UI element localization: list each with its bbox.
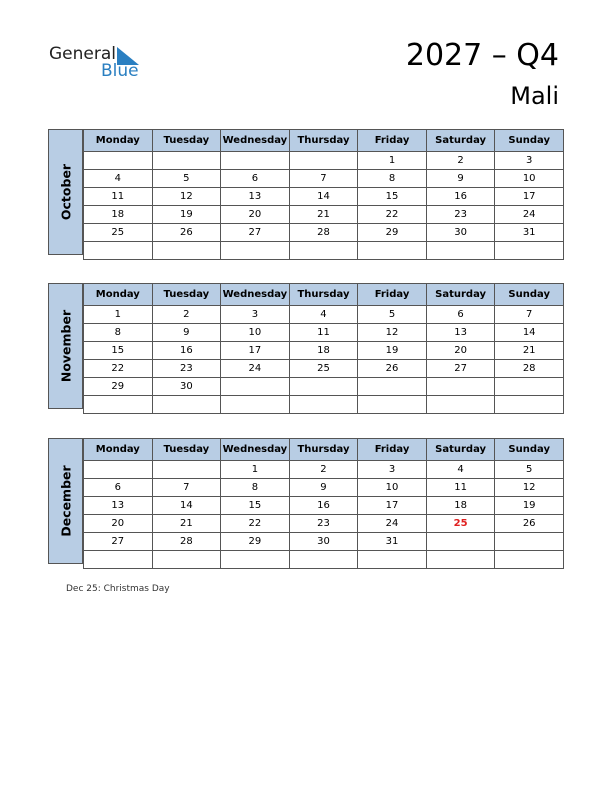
day-cell: 17 [495, 188, 564, 206]
weekday-header-row [84, 130, 564, 152]
weekday-header: Sunday [495, 439, 564, 461]
week-row [84, 378, 564, 396]
weekday-header: Wednesday [221, 284, 290, 306]
day-cell: 7 [289, 170, 358, 188]
day-cell [289, 378, 358, 396]
day-cell: 6 [221, 170, 290, 188]
weekday-header: Wednesday [221, 439, 290, 461]
day-cell: 12 [495, 479, 564, 497]
weekday-header: Tuesday [152, 439, 221, 461]
day-cell: 22 [358, 206, 427, 224]
day-cell: 7 [495, 306, 564, 324]
day-cell: 8 [358, 170, 427, 188]
week-row [84, 152, 564, 170]
day-cell: 14 [289, 188, 358, 206]
day-cell: 31 [495, 224, 564, 242]
day-cell: 5 [152, 170, 221, 188]
week-row [84, 306, 564, 324]
day-cell: 26 [495, 515, 564, 533]
day-cell: 17 [358, 497, 427, 515]
day-cell: 9 [426, 170, 495, 188]
day-cell: 6 [84, 479, 153, 497]
weekday-header: Wednesday [221, 130, 290, 152]
week-row [84, 515, 564, 533]
day-cell: 8 [84, 324, 153, 342]
day-cell: 28 [152, 533, 221, 551]
day-cell: 20 [426, 342, 495, 360]
week-row [84, 360, 564, 378]
day-cell [495, 396, 564, 414]
weekday-header-row [84, 284, 564, 306]
weekday-header: Saturday [426, 284, 495, 306]
day-cell: 22 [221, 515, 290, 533]
weekday-header: Thursday [289, 284, 358, 306]
day-cell: 27 [84, 533, 153, 551]
day-cell: 29 [358, 224, 427, 242]
day-cell [495, 533, 564, 551]
day-cell: 3 [495, 152, 564, 170]
week-row [84, 170, 564, 188]
day-cell: 12 [358, 324, 427, 342]
day-cell: 5 [495, 461, 564, 479]
week-row [84, 206, 564, 224]
day-cell: 16 [289, 497, 358, 515]
day-cell [84, 152, 153, 170]
day-cell: 19 [152, 206, 221, 224]
day-cell [358, 378, 427, 396]
day-cell: 24 [358, 515, 427, 533]
day-cell [426, 533, 495, 551]
day-cell [289, 551, 358, 569]
month-name: October [58, 163, 73, 221]
day-cell: 15 [221, 497, 290, 515]
country-name: Mali [510, 82, 559, 110]
day-cell: 10 [221, 324, 290, 342]
day-cell: 4 [289, 306, 358, 324]
day-cell [221, 242, 290, 260]
week-row [84, 324, 564, 342]
day-cell: 22 [84, 360, 153, 378]
day-cell: 15 [84, 342, 153, 360]
day-cell: 2 [426, 152, 495, 170]
day-cell: 9 [289, 479, 358, 497]
day-cell [221, 551, 290, 569]
month-label-panel [48, 438, 83, 564]
day-cell: 19 [358, 342, 427, 360]
day-cell [289, 242, 358, 260]
holiday-day-cell: 25 [426, 515, 495, 533]
day-cell: 12 [152, 188, 221, 206]
weekday-header: Tuesday [152, 284, 221, 306]
day-cell [221, 152, 290, 170]
day-cell [495, 551, 564, 569]
day-cell: 29 [84, 378, 153, 396]
logo-general-text: General [49, 44, 116, 64]
day-cell: 23 [426, 206, 495, 224]
day-cell: 23 [289, 515, 358, 533]
day-cell [84, 461, 153, 479]
day-cell: 10 [358, 479, 427, 497]
day-cell: 31 [358, 533, 427, 551]
page-title: 2027 – Q4 [405, 38, 559, 73]
day-cell: 26 [358, 360, 427, 378]
weekday-header: Monday [84, 130, 153, 152]
day-cell: 11 [289, 324, 358, 342]
day-cell: 28 [289, 224, 358, 242]
day-cell [358, 242, 427, 260]
weekday-header: Sunday [495, 284, 564, 306]
day-cell: 4 [84, 170, 153, 188]
day-cell [426, 242, 495, 260]
month-december [48, 438, 564, 564]
week-row [84, 479, 564, 497]
day-cell: 1 [358, 152, 427, 170]
calendar-grid [83, 283, 564, 414]
day-cell [289, 396, 358, 414]
day-cell [495, 378, 564, 396]
day-cell [495, 242, 564, 260]
day-cell: 18 [426, 497, 495, 515]
day-cell: 7 [152, 479, 221, 497]
day-cell: 1 [221, 461, 290, 479]
day-cell: 23 [152, 360, 221, 378]
day-cell [358, 551, 427, 569]
day-cell: 27 [221, 224, 290, 242]
day-cell: 16 [152, 342, 221, 360]
month-label-panel [48, 129, 83, 255]
day-cell [152, 551, 221, 569]
day-cell: 30 [152, 378, 221, 396]
weekday-header: Friday [358, 439, 427, 461]
day-cell: 2 [152, 306, 221, 324]
day-cell: 24 [221, 360, 290, 378]
calendar-grid [83, 438, 564, 569]
day-cell: 20 [221, 206, 290, 224]
day-cell: 18 [289, 342, 358, 360]
week-row [84, 396, 564, 414]
week-row [84, 497, 564, 515]
day-cell: 21 [495, 342, 564, 360]
day-cell: 3 [358, 461, 427, 479]
day-cell [358, 396, 427, 414]
month-name: December [58, 465, 73, 537]
day-cell [221, 378, 290, 396]
day-cell: 8 [221, 479, 290, 497]
day-cell [221, 396, 290, 414]
day-cell [84, 396, 153, 414]
weekday-header: Monday [84, 284, 153, 306]
weekday-header: Tuesday [152, 130, 221, 152]
day-cell: 30 [289, 533, 358, 551]
day-cell [152, 242, 221, 260]
week-row [84, 551, 564, 569]
day-cell: 25 [84, 224, 153, 242]
day-cell: 10 [495, 170, 564, 188]
day-cell: 11 [84, 188, 153, 206]
weekday-header: Thursday [289, 439, 358, 461]
day-cell: 18 [84, 206, 153, 224]
day-cell: 5 [358, 306, 427, 324]
day-cell [426, 551, 495, 569]
month-october [48, 129, 564, 255]
day-cell: 20 [84, 515, 153, 533]
day-cell: 13 [84, 497, 153, 515]
day-cell [426, 396, 495, 414]
day-cell: 25 [289, 360, 358, 378]
day-cell: 30 [426, 224, 495, 242]
day-cell: 13 [426, 324, 495, 342]
day-cell: 4 [426, 461, 495, 479]
week-row [84, 188, 564, 206]
month-name: November [58, 309, 73, 383]
weekday-header: Saturday [426, 439, 495, 461]
weekday-header: Sunday [495, 130, 564, 152]
day-cell: 21 [152, 515, 221, 533]
day-cell: 24 [495, 206, 564, 224]
week-row [84, 533, 564, 551]
week-row [84, 461, 564, 479]
day-cell: 1 [84, 306, 153, 324]
day-cell: 29 [221, 533, 290, 551]
day-cell: 14 [495, 324, 564, 342]
calendar-grid [83, 129, 564, 260]
day-cell: 3 [221, 306, 290, 324]
day-cell: 26 [152, 224, 221, 242]
day-cell: 14 [152, 497, 221, 515]
week-row [84, 224, 564, 242]
day-cell: 6 [426, 306, 495, 324]
week-row [84, 342, 564, 360]
day-cell: 16 [426, 188, 495, 206]
month-november [48, 283, 564, 409]
day-cell: 17 [221, 342, 290, 360]
week-row [84, 242, 564, 260]
month-label-panel [48, 283, 83, 409]
weekday-header-row [84, 439, 564, 461]
day-cell: 13 [221, 188, 290, 206]
day-cell: 11 [426, 479, 495, 497]
day-cell: 21 [289, 206, 358, 224]
day-cell [152, 461, 221, 479]
day-cell: 2 [289, 461, 358, 479]
logo-blue-text: Blue [101, 61, 139, 81]
weekday-header: Thursday [289, 130, 358, 152]
holiday-note: Dec 25: Christmas Day [66, 584, 170, 594]
weekday-header: Friday [358, 284, 427, 306]
weekday-header: Friday [358, 130, 427, 152]
weekday-header: Saturday [426, 130, 495, 152]
day-cell [84, 551, 153, 569]
day-cell: 27 [426, 360, 495, 378]
day-cell [152, 396, 221, 414]
day-cell: 19 [495, 497, 564, 515]
day-cell: 15 [358, 188, 427, 206]
day-cell [152, 152, 221, 170]
day-cell: 28 [495, 360, 564, 378]
day-cell [289, 152, 358, 170]
day-cell [84, 242, 153, 260]
day-cell [426, 378, 495, 396]
weekday-header: Monday [84, 439, 153, 461]
day-cell: 9 [152, 324, 221, 342]
